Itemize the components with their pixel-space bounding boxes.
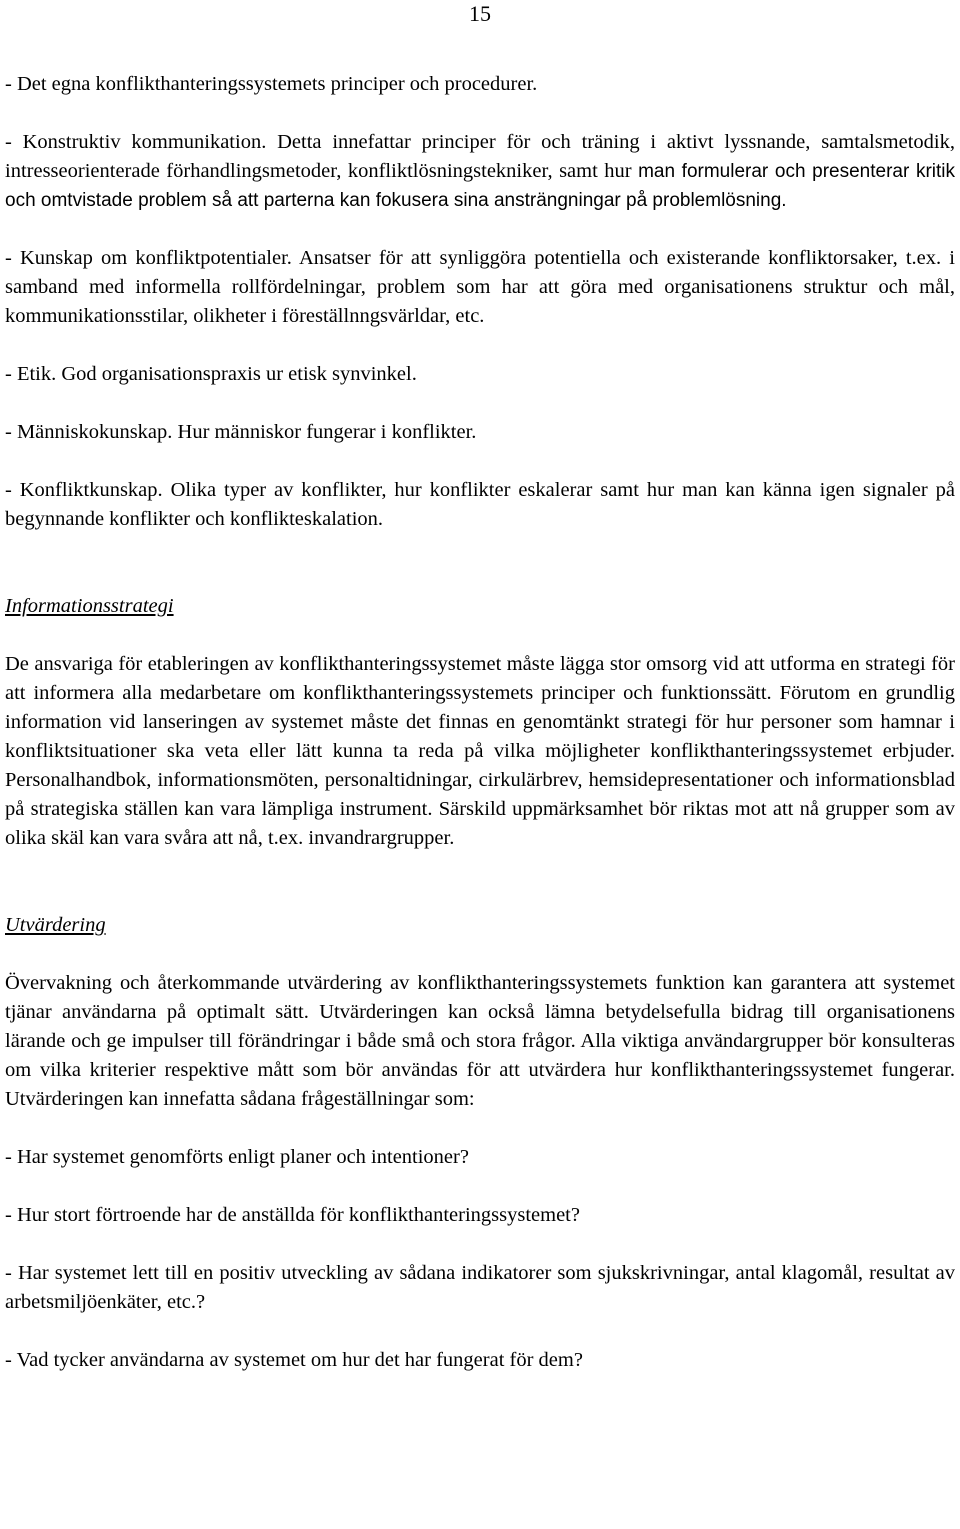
paragraph-human-knowledge: - Människokunskap. Hur människor fungerar i konflikter. — [5, 421, 477, 443]
question-item: - Har systemet genomförts enligt planer och intentioner? — [5, 1146, 469, 1168]
paragraph-communication — [5, 128, 955, 215]
paragraph-ethics: - Etik. God organisationspraxis ur etisk synvinkel. — [5, 363, 417, 385]
page-number: 15 — [469, 1, 491, 26]
question-item: - Vad tycker användarna av systemet om hur det har fungerat för dem? — [5, 1349, 583, 1371]
paragraph-principles: - Det egna konflikthanteringssystemets principer och procedurer. — [5, 73, 538, 95]
paragraph-communication-sans: man formulerar och presenterar kritik och omtvistade problem så att parterna kan fokusera sina ansträngningar på problemlösning. — [5, 161, 955, 211]
question-item: - Hur stort förtroende har de anställda för konflikthanteringssystemet? — [5, 1204, 580, 1226]
paragraph-utvardering: Övervakning och återkommande utvärdering av konflikthanteringssystemets funktion kan garantera att systemet tjänar användarna på optimalt sätt. Utvärderingen kan också lämna betydelsefulla bidrag till organisationens lärande och ge impulser till förändringar i både små och stora frågor. Alla viktiga användargrupper bör konsulteras om vilka kriterier respektive mått som bör användas för att utvärdera hur konflikthanteringssystemet fungerar. Utvärderingen kan innefatta sådana frågeställningar som: — [5, 972, 955, 1110]
question-item: - Har systemet lett till en positiv utveckling av sådana indikatorer som sjukskrivningar, antal klagomål, resultat av arbetsmiljöenkäter, etc.? — [5, 1262, 955, 1313]
paragraph-informationsstrategi: De ansvariga för etableringen av konflikthanteringssystemet måste lägga stor omsorg vid att utforma en strategi för att informera alla medarbetare om konflikthanteringssystemets principer och funktionssätt. Förutom en grundlig information vid lanseringen av systemet måste det finnas en genomtänkt strategi för hur personer som hamnar i konfliktsituationer ska veta eller lätt kunna ta reda på vilka möjligheter konflikthanteringssystemet erbjuder. Personalhandbok, informationsmöten, personaltidningar, cirkulärbrev, hemsidepresentationer och informationsblad på strategiska ställen kan vara lämpliga instrument. Särskild uppmärksamhet bör riktas mot att nå grupper som av olika skäl kan vara svåra att nå, t.ex. invandrargrupper. — [5, 653, 955, 849]
paragraph-conflict-knowledge: - Konfliktkunskap. Olika typer av konflikter, hur konflikter eskalerar samt hur man kan känna igen signaler på begynnande konflikter och konflikteskalation. — [5, 479, 955, 530]
heading-utvardering: Utvärdering — [5, 914, 106, 936]
paragraph-communication-serif: - Konstruktiv kommunikation. Detta innefattar principer för och träning i aktivt lyssnande, samtalsmetodik, intresseorienterade förhandlingsmetoder, konfliktlösningstekniker, samt hur — [5, 131, 955, 182]
page-content — [5, 70, 955, 1404]
heading-informationsstrategi: Informationsstrategi — [5, 595, 174, 617]
paragraph-conflict-potential: - Kunskap om konfliktpotentialer. Ansatser för att synliggöra potentiella och existerande konfliktorsaker, t.ex. i samband med informella rollfördelningar, problem som har att göra med organisationens struktur och mål, kommunikationsstilar, olikheter i föreställnngsvärldar, etc. — [5, 247, 955, 327]
